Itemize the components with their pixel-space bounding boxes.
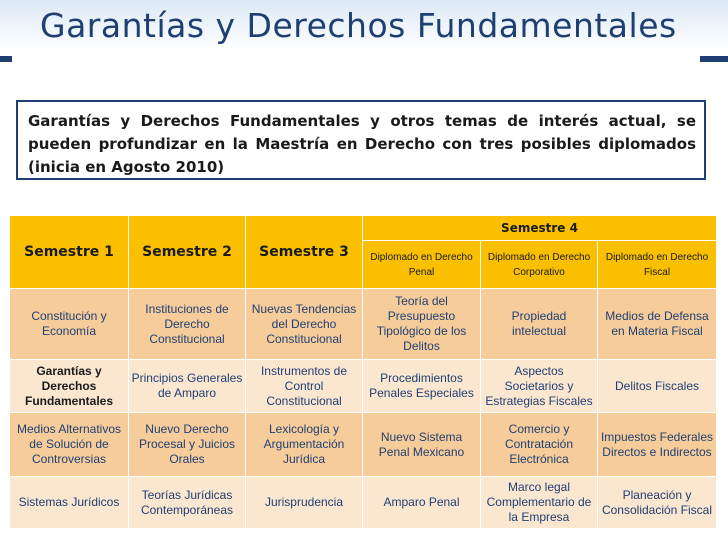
table-row	[10, 289, 717, 360]
header-semestre-4: Semestre 4	[363, 216, 717, 241]
table-cell: Teoría del Presupuesto Tipológico de los Delitos	[363, 289, 481, 360]
table-cell: Instituciones de Derecho Constitucional	[129, 289, 246, 360]
table-row	[10, 477, 717, 529]
header-diplomado-fiscal: Diplomado en Derecho Fiscal	[598, 241, 717, 289]
table-cell: Marco legal Complementario de la Empresa	[481, 477, 598, 529]
curriculum-table	[9, 215, 717, 529]
title-band	[0, 0, 728, 72]
table-cell: Comercio y Contratación Electrónica	[481, 413, 598, 477]
table-row	[10, 360, 717, 413]
table-cell: Nuevo Derecho Procesal y Juicios Orales	[129, 413, 246, 477]
table-cell: Teorías Jurídicas Contemporáneas	[129, 477, 246, 529]
table-cell: Medios Alternativos de Solución de Controversias	[10, 413, 129, 477]
table-cell: Jurisprudencia	[246, 477, 363, 529]
header-diplomado-penal: Diplomado en Derecho Penal	[363, 241, 481, 289]
slide-title: Garantías y Derechos Fundamentales	[40, 6, 677, 45]
intro-text: Garantías y Derechos Fundamentales y otros temas de interés actual, se pueden profundizar en la Maestría en Derecho con tres posibles diplomados (inicia en Agosto 2010)	[28, 112, 696, 176]
header-row	[10, 216, 717, 241]
table-row	[10, 413, 717, 477]
header-semestre-1: Semestre 1	[10, 216, 129, 289]
header-semestre-2: Semestre 2	[129, 216, 246, 289]
table-cell: Aspectos Societarios y Estrategias Fiscales	[481, 360, 598, 413]
table-cell: Impuestos Federales Directos e Indirectos	[598, 413, 717, 477]
table-cell-highlighted: Garantías y Derechos Fundamentales	[10, 360, 129, 413]
table-cell: Delitos Fiscales	[598, 360, 717, 413]
table-cell: Propiedad intelectual	[481, 289, 598, 360]
table-cell: Procedimientos Penales Especiales	[363, 360, 481, 413]
table-cell: Lexicología y Argumentación Jurídica	[246, 413, 363, 477]
table-cell: Nuevas Tendencias del Derecho Constitucional	[246, 289, 363, 360]
table-cell: Amparo Penal	[363, 477, 481, 529]
table-cell: Medios de Defensa en Materia Fiscal	[598, 289, 717, 360]
title-bar-right	[700, 56, 728, 62]
header-semestre-3: Semestre 3	[246, 216, 363, 289]
table-cell: Nuevo Sistema Penal Mexicano	[363, 413, 481, 477]
title-bar-left	[0, 56, 12, 62]
table-cell: Principios Generales de Amparo	[129, 360, 246, 413]
intro-box	[16, 100, 706, 180]
table-cell: Constitución y Economía	[10, 289, 129, 360]
table-cell: Instrumentos de Control Constitucional	[246, 360, 363, 413]
header-diplomado-corporativo: Diplomado en Derecho Corporativo	[481, 241, 598, 289]
table-cell: Sistemas Jurídicos	[10, 477, 129, 529]
table-cell: Planeación y Consolidación Fiscal	[598, 477, 717, 529]
